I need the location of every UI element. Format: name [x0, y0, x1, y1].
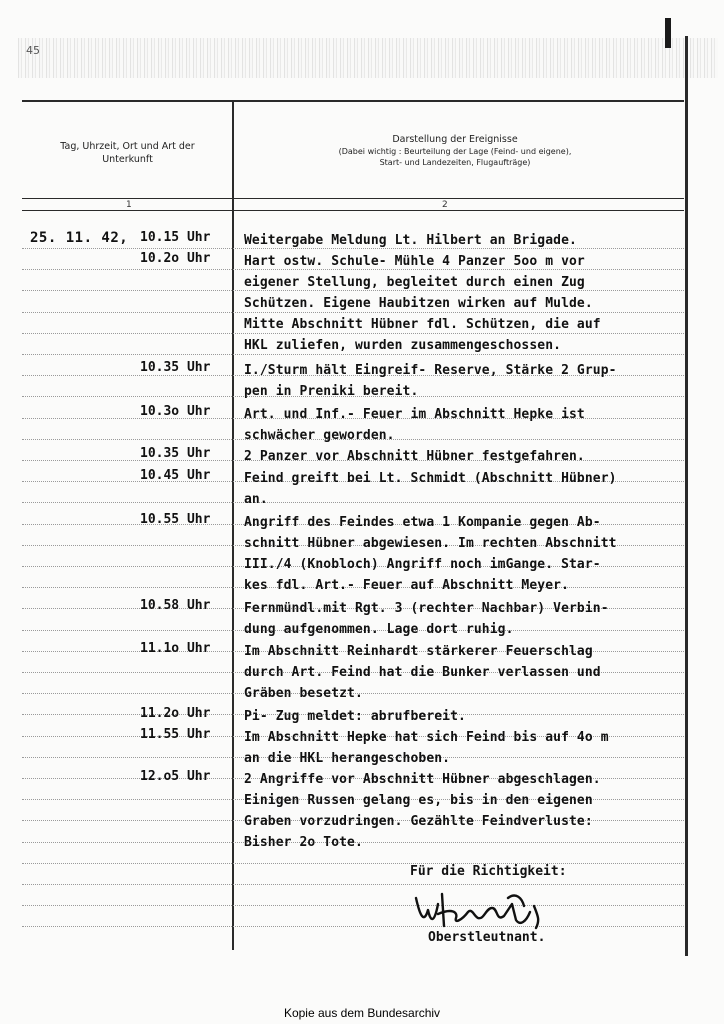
page-number: 45	[26, 44, 40, 57]
header-right-title: Darstellung der Ereignisse	[392, 134, 518, 145]
ruled-line	[22, 905, 684, 906]
entry-text: Feind greift bei Lt. Schmidt (Abschnitt Hübner) an.	[244, 471, 617, 507]
entry-text: Pi- Zug meldet: abrufbereit.	[244, 709, 466, 724]
entry-text: I./Sturm hält Eingreif- Reserve, Stärke 2 Grup- pen in Preniki bereit.	[244, 363, 617, 399]
entry-time: 11.1o Uhr	[140, 641, 211, 656]
column-divider	[232, 100, 234, 950]
entry-time: 10.3o Uhr	[140, 404, 211, 419]
entry-text: Fernmündl.mit Rgt. 3 (rechter Nachbar) Verbin- dung aufgenommen. Lage dort ruhig.	[244, 601, 609, 637]
entry-text: Hart ostw. Schule- Mühle 4 Panzer 5oo m vor eigener Stellung, begleitet durch einen Zug Schützen. Eigene Haubitzen wirken auf Mulde. Mitte Abschnitt Hübner fdl. Schützen, die auf HKL zuliefen, wurden zusammengeschossen.	[244, 254, 601, 353]
entry-text: 2 Panzer vor Abschnitt Hübner festgefahren.	[244, 449, 585, 464]
entry-time: 10.45 Uhr	[140, 468, 211, 483]
entry-text: Im Abschnitt Hepke hat sich Feind bis auf 4o m an die HKL herangeschoben.	[244, 730, 609, 766]
entry-time: 10.15 Uhr	[140, 230, 211, 245]
ruled-line	[22, 863, 684, 864]
signature-title: Oberstleutnant.	[428, 930, 546, 945]
ruled-line	[22, 884, 684, 885]
handwritten-signature	[412, 886, 562, 936]
signature-label: Für die Richtigkeit:	[410, 864, 567, 879]
table-top-border	[22, 100, 684, 102]
entry-text: 2 Angriffe vor Abschnitt Hübner abgeschlagen. Einigen Russen gelang es, bis in den eigenen Graben vorzudringen. Gezählte Feindverluste: Bisher 2o Tote.	[244, 772, 601, 850]
scan-edge-mark	[665, 18, 671, 48]
entry-time: 10.35 Uhr	[140, 360, 211, 375]
entry-time: 10.35 Uhr	[140, 446, 211, 461]
header-left-column: Tag, Uhrzeit, Ort und Art der Unterkunft	[60, 141, 195, 165]
header-right-subtitle-1: (Dabei wichtig : Beurteilung der Lage (Feind- und eigene),	[338, 147, 572, 156]
header-bottom-border	[22, 198, 684, 199]
column-number-2: 2	[442, 200, 448, 210]
header-right-subtitle-2: Start- und Landezeiten, Flugaufträge)	[379, 158, 531, 167]
scan-edge-line	[685, 36, 688, 956]
entry-date: 25. 11. 42,	[30, 230, 129, 246]
entry-time: 10.2o Uhr	[140, 251, 211, 266]
column-number-1: 1	[126, 200, 132, 210]
entry-time: 11.55 Uhr	[140, 727, 211, 742]
entry-text: Weitergabe Meldung Lt. Hilbert an Brigade.	[244, 233, 577, 248]
entry-text: Art. und Inf.- Feuer im Abschnitt Hepke ist schwächer geworden.	[244, 407, 585, 443]
scan-noise	[18, 38, 718, 78]
entry-time: 10.58 Uhr	[140, 598, 211, 613]
archive-footer: Kopie aus dem Bundesarchiv	[283, 1006, 441, 1020]
entry-time: 12.o5 Uhr	[140, 769, 211, 784]
entry-text: Im Abschnitt Reinhardt stärkerer Feuerschlag durch Art. Feind hat die Bunker verlassen und Gräben besetzt.	[244, 644, 601, 701]
header-right-column	[250, 133, 660, 168]
ruled-line	[22, 926, 684, 927]
column-number-border	[22, 210, 684, 211]
entry-text: Angriff des Feindes etwa 1 Kompanie gegen Ab- schnitt Hübner abgewiesen. Im rechten Abschnitt III./4 (Knobloch) Angriff noch imGange. Star- kes fdl. Art.- Feuer auf Abschnitt Meyer.	[244, 515, 617, 593]
entry-time: 10.55 Uhr	[140, 512, 211, 527]
entry-time: 11.2o Uhr	[140, 706, 211, 721]
